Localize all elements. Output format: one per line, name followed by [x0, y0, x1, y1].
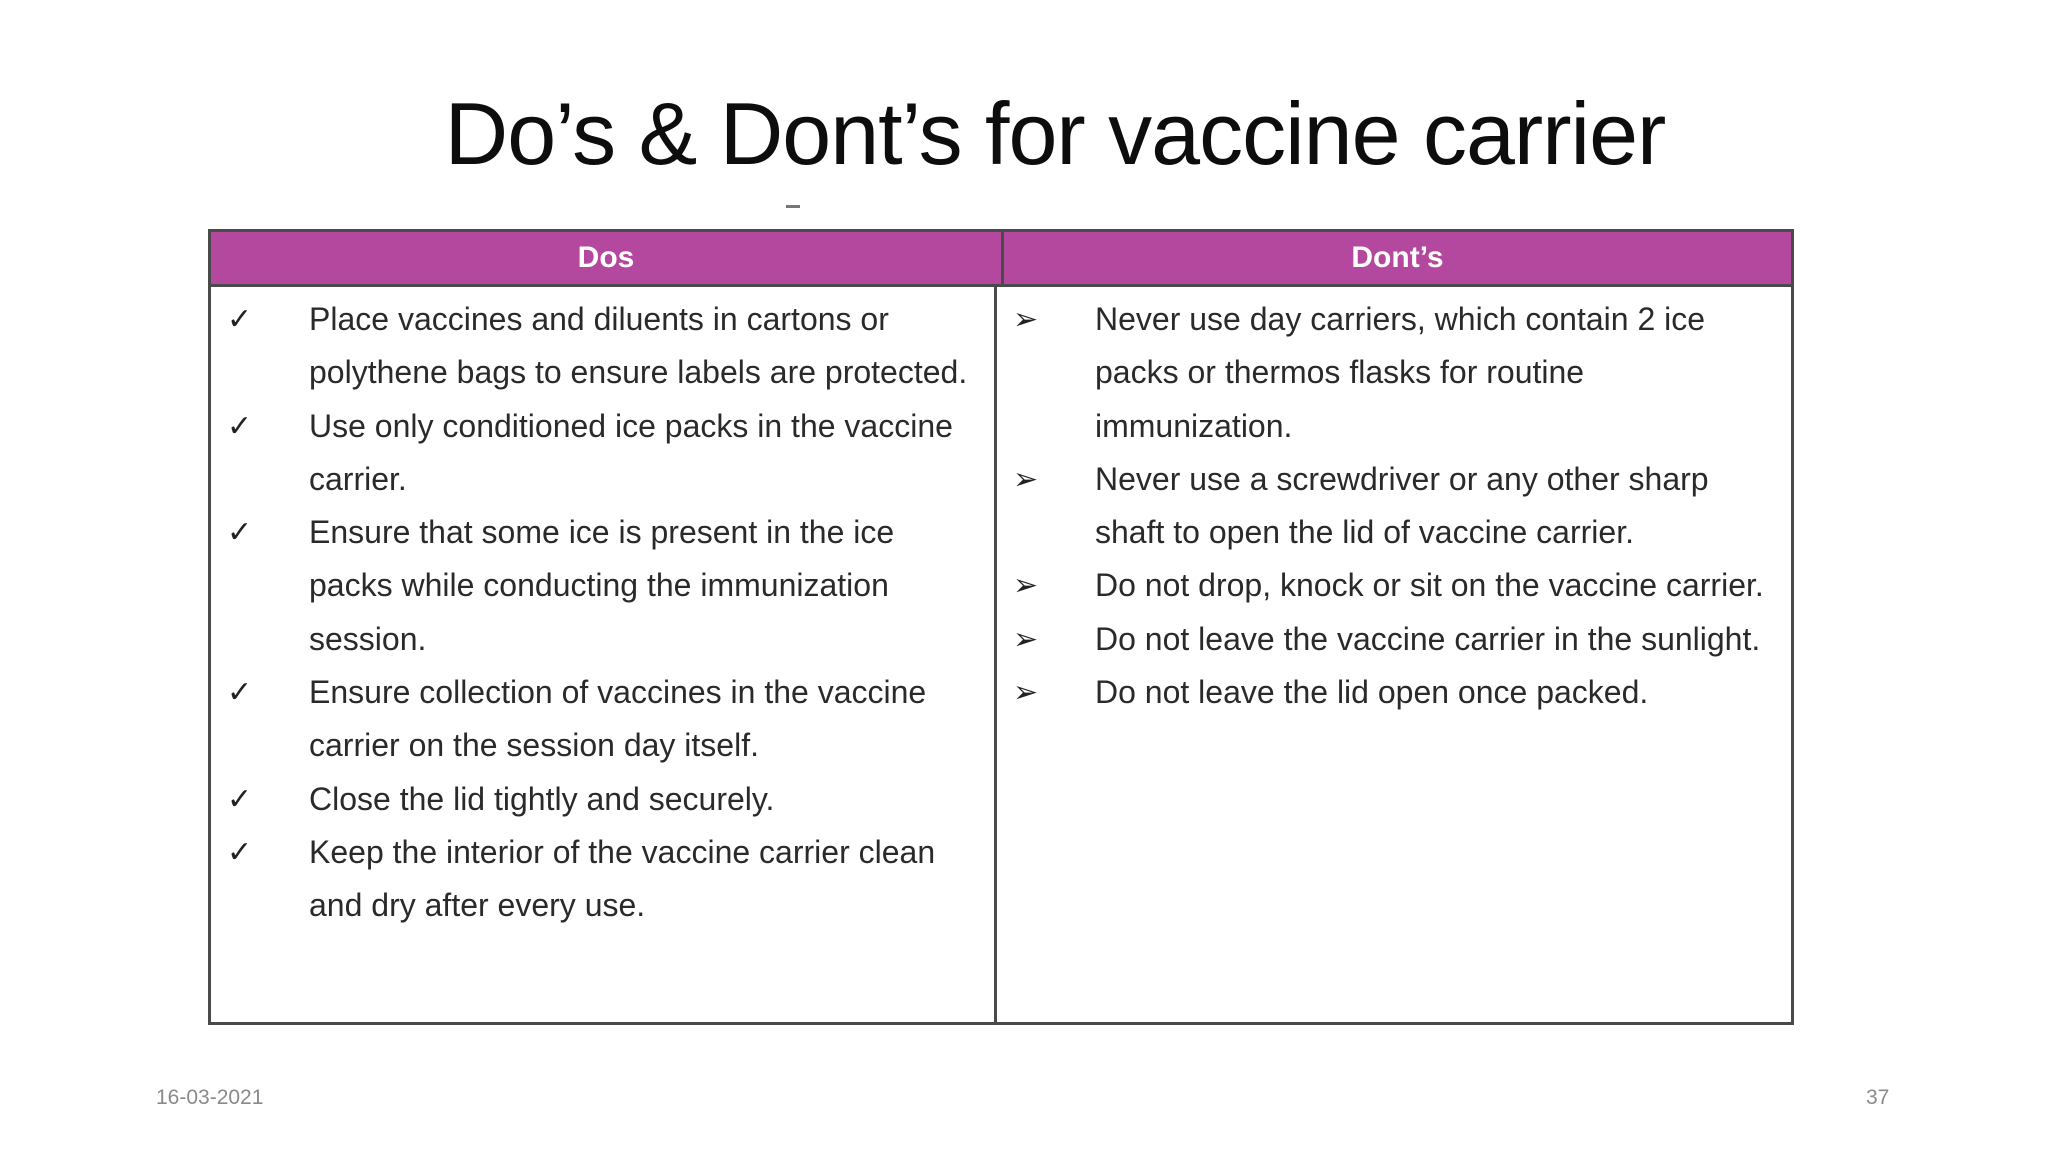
dos-item	[211, 506, 994, 666]
checkmark-icon: ✓	[227, 676, 253, 710]
dos-item	[211, 773, 994, 826]
dos-item-text: Ensure that some ice is present in the ice packs while conducting the immunization session.	[309, 514, 895, 657]
dos-item	[211, 400, 994, 507]
donts-item	[997, 613, 1795, 666]
table-header-row	[211, 232, 1791, 287]
donts-column	[997, 287, 1795, 1022]
dos-item-text: Keep the interior of the vaccine carrier clean and dry after every use.	[309, 833, 936, 924]
page-number: 37	[1866, 1086, 1890, 1109]
donts-item-text: Never use a screwdriver or any other sharp shaft to open the lid of vaccine carrier.	[1095, 460, 1709, 551]
donts-item	[997, 293, 1795, 453]
dos-column-header: Dos	[211, 232, 1004, 284]
title-dash-divider	[786, 205, 800, 208]
dos-item	[211, 826, 994, 933]
arrowhead-bullet-icon: ➢	[1013, 569, 1039, 603]
donts-column-header: Dont’s	[1351, 241, 1444, 274]
dos-item-text: Use only conditioned ice packs in the vaccine carrier.	[309, 407, 953, 497]
slide-title: Do’s & Dont’s for vaccine carrier	[444, 84, 1666, 183]
arrowhead-bullet-icon: ➢	[1013, 676, 1039, 710]
dos-donts-table	[208, 229, 1794, 1025]
dos-item	[211, 666, 994, 773]
dos-item-text: Close the lid tightly and securely.	[309, 780, 775, 817]
checkmark-icon: ✓	[227, 303, 253, 336]
dos-item-text: Ensure collection of vaccines in the vaccine carrier on the session day itself.	[309, 674, 927, 764]
table-body	[211, 287, 1791, 1022]
dos-item	[211, 293, 994, 400]
checkmark-icon: ✓	[227, 835, 253, 869]
checkmark-icon: ✓	[227, 782, 253, 816]
donts-item-text: Do not leave the lid open once packed.	[1095, 674, 1649, 711]
donts-item	[997, 453, 1795, 560]
arrowhead-bullet-icon: ➢	[1013, 303, 1039, 336]
checkmark-icon: ✓	[227, 409, 253, 443]
checkmark-icon: ✓	[227, 516, 253, 550]
dos-column	[211, 287, 997, 1022]
dos-item-text: Place vaccines and diluents in cartons or polythene bags to ensure labels are protected.	[309, 301, 968, 391]
donts-item-text: Do not drop, knock or sit on the vaccine carrier.	[1095, 567, 1764, 604]
donts-item	[997, 666, 1795, 719]
donts-item-text: Never use day carriers, which contain 2 ice packs or thermos flasks for routine immunization.	[1095, 301, 1706, 444]
arrowhead-bullet-icon: ➢	[1013, 622, 1039, 656]
donts-item-text: Do not leave the vaccine carrier in the sunlight.	[1095, 620, 1761, 657]
donts-item	[997, 559, 1795, 612]
footer-date: 16-03-2021	[156, 1086, 264, 1109]
arrowhead-bullet-icon: ➢	[1013, 462, 1039, 496]
